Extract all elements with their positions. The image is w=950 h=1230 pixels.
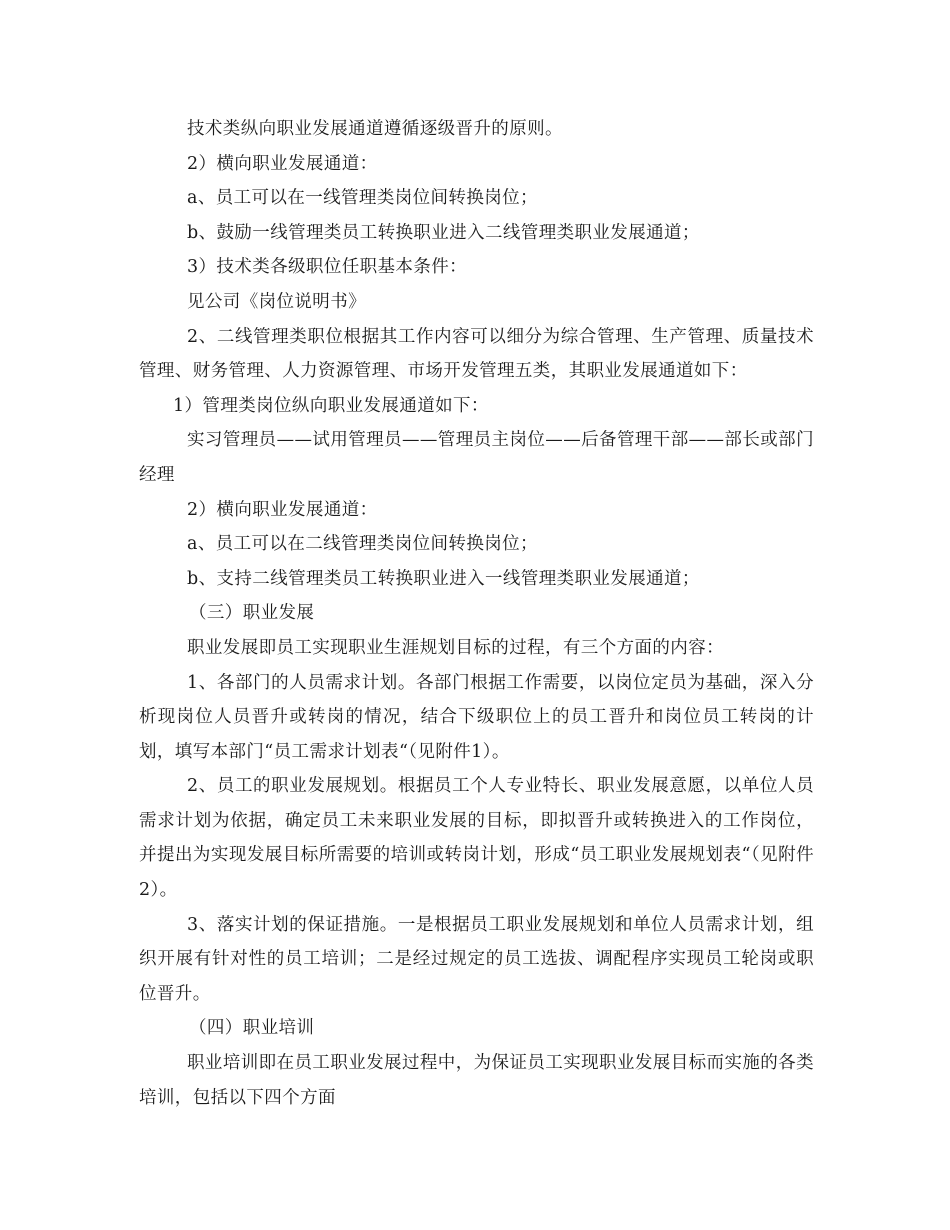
paragraph: 职业培训即在员工职业发展过程中，为保证员工实现职业发展目标而实施的各类培训，包括以下四个方面 <box>139 1053 814 1108</box>
paragraph: 2、二线管理类职位根据其工作内容可以细分为综合管理、生产管理、质量技术管理、财务管理、人力资源管理、市场开发管理五类，其职业发展通道如下： <box>139 326 814 382</box>
paragraph: 职业发展即员工实现职业生涯规划目标的过程，有三个方面的内容： <box>187 637 724 658</box>
paragraph: 2）横向职业发展通道： <box>187 153 378 174</box>
section-heading: （四）职业培训 <box>189 1018 315 1039</box>
paragraph: 3、落实计划的保证措施。一是根据员工职业发展规划和单位人员需求计划，组织开展有针对性的员工培训；二是经过规定的员工选拔、调配程序实现员工轮岗或职位晋升。 <box>139 914 814 1004</box>
paragraph: 见公司《岗位说明书》 <box>187 291 366 312</box>
paragraph: 3）技术类各级职位任职基本条件： <box>187 257 468 278</box>
paragraph: 2）横向职业发展通道： <box>187 499 378 520</box>
paragraph: a、员工可以在二线管理类岗位间转换岗位； <box>187 534 538 555</box>
paragraph: 2、员工的职业发展规划。根据员工个人专业特长、职业发展意愿，以单位人员需求计划为依据，确定员工未来职业发展的目标，即拟晋升或转换进入的工作岗位，并提出为实现发展目标所需要的培训或转岗计划，形成“员工职业发展规划表“（见附件2）。 <box>139 776 814 901</box>
paragraph: b、支持二线管理类员工转换职业进入一线管理类职业发展通道； <box>187 568 700 589</box>
paragraph: 1、各部门的人员需求计划。各部门根据工作需要，以岗位定员为基础，深入分析现岗位人员晋升或转岗的情况，结合下级职位上的员工晋升和岗位员工转岗的计划，填写本部门“员工需求计划表“（见附件1）。 <box>139 672 814 762</box>
paragraph: 1）管理类岗位纵向职业发展通道如下： <box>173 395 489 416</box>
paragraph: 实习管理员——试用管理员——管理员主岗位——后备管理干部——部长或部门经理 <box>139 430 814 485</box>
paragraph: a、员工可以在一线管理类岗位间转换岗位； <box>187 188 538 209</box>
paragraph: b、鼓励一线管理类员工转换职业进入二线管理类职业发展通道； <box>187 222 700 243</box>
document-body <box>139 112 814 1115</box>
section-heading: （三）职业发展 <box>189 603 315 624</box>
paragraph: 技术类纵向职业发展通道遵循逐级晋升的原则。 <box>187 119 563 139</box>
